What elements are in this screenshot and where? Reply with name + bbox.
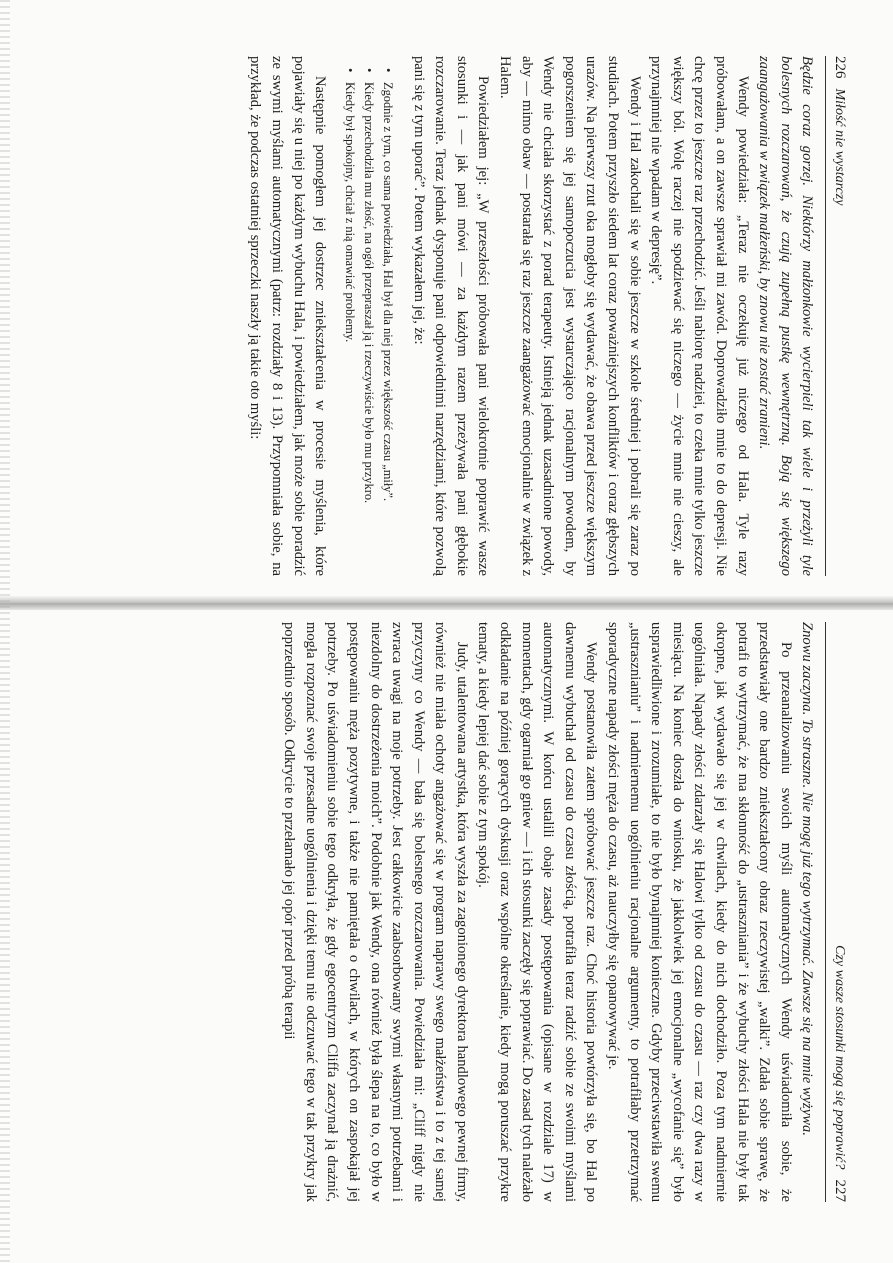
page-header	[825, 622, 850, 1202]
bullet-item: • Zgodnie z tym, co sama powiedziała, Hal był dla niej przez większość czasu „miły”.	[378, 70, 397, 576]
page-edge	[0, 0, 10, 1263]
running-head: Czy wasze stosunki mogą się poprawić?	[832, 945, 847, 1170]
paragraph: Po przeanalizowaniu swoich myśli automatycznych Wendy uświadomiła sobie, że przedstawiały one bardzo zniekształcony obraz rzeczywistej „walki”. Zdała sobie sprawę, że potrafi to wytrzymać, że ma skłonność do „ustraszniania” i że wybuchy złości Hala nie były tak okropne, jak wydawało się jej w chwilach, kiedy do nich dochodziło. Poza tym nadmiernie uogólniała. Napady złości zdarzały się Halowi tylko od czasu do czasu — raz czy dwa razy w miesiącu. Na koniec doszła do wniosku, że jakkolwiek jej emocjonalne „wycofanie się” było usprawiedliwione i zrozumiałe, to nie było bynajmniej konieczne. Gdyby przeciwstawiła swemu „ustrasznianiu” i nadmiernemu uogólnieniu racjonalne argumenty, to potrafiłaby przetrzymać sporadyczne napady złości męża do czasu, aż nauczyłby się opanowywać je.	[605, 622, 794, 1202]
left-page	[40, 56, 850, 576]
page-number: 226	[832, 56, 848, 79]
bullet-list	[340, 70, 397, 576]
paragraph: Powiedziałem jej: „W przeszłości próbowała pani wielokrotnie poprawić wasze stosunki i — jak pani mówi — za każdym razem przeżywała pani głębokie rozczarowanie. Teraz jednak dysponuje pani odpowiednimi narzędziami, które pozwolą pani się z tym uporać”. Potem wykazałem jej, że:	[410, 56, 492, 576]
paragraph: Będzie coraz gorzej. Niektórzy małżonkowie wycierpieli tak wiele i przeżyli tyle bolesnych rozczarowań, że czują zupełną pustkę wewnętrzną. Boją się większego zaangażowania w związek małżeński, by znowu nie zostać zranieni.	[756, 56, 816, 576]
paragraph: Wendy i Hal zakochali się w sobie jeszcze w szkole średniej i pobrali się zaraz po studiach. Potem przyszło siedem lat coraz poważniejszych konfliktów i coraz głębszych urazów. Na pierwszy rzut oka mogłoby się wydawać, że obawa przed jeszcze większym pogorszeniem się jej samopoczucia jest wystarczająco racjonalnym powodem, by Wendy nie chciała skorzystać z porad terapeuty. Istnieją jednak uzasadnione powody, aby — mimo obaw — postarała się raz jeszcze zaangażować emocjonalnie w związek z Halem.	[497, 56, 643, 576]
paragraph: Wendy postanowiła zatem spróbować jeszcze raz. Choć historia powtórzyła się, bo Hal po dawnemu wybuchał od czasu do czasu złością, potrafiła teraz radzić sobie ze swoimi myślami automatycznymi. W końcu ustalili obaje zasady postępowania (opisane w rozdziale 17) w momentach, gdy ogarniał go gniew — i ich stosunki zaczęły się poprawiać. Do zasad tych należało odkładanie na później gorących dyskusji oraz wspólne określanie, kiedy mogą poruszać przykre tematy, a kiedy lepiej dać sobie z tym spokój.	[475, 622, 600, 1202]
bullet-item: • Kiedy przechodziła mu złość, na ogół przepraszał ją i rzeczywiście było mu przykro.	[359, 70, 378, 576]
right-page	[30, 622, 850, 1202]
page-number: 227	[832, 1179, 848, 1202]
book-fold	[0, 596, 893, 610]
paragraph: Znowu zaczyna. To straszne. Nie mogę już tego wytrzymać. Zawsze się na mnie wyżywa.	[799, 622, 816, 1136]
bullet-item: • Kiedy był spokojny, chciał z nią omawiać problemy.	[340, 70, 359, 576]
page-header	[825, 56, 850, 576]
running-head: Miłość nie wystarczy	[832, 88, 847, 206]
paragraph: Wendy powiedziała: „Teraz nie oczekuję już niczego od Hala. Tyle razy próbowałam, a on zawsze sprawiał mi zawód. Doprowadziło mnie to do depresji. Nie chcę przez to jeszcze raz przechodzić. Jeśli nabiorę nadziei, to czeka mnie tylko jeszcze większy ból. Wolę raczej nie spodziewać się niczego — życie mnie nie cieszy, ale przynajmniej nie wpadam w depresję”.	[648, 56, 751, 576]
paragraph: Judy, utalentowana artystka, która wyszła za zagonionego dyrektora handlowego pewnej firmy, również nie miała ochoty angażować się w program naprawy swego małżeństwa i to z tej samej przyczyny co Wendy — bała się bolesnego rozczarowania. Powiedziała mi: „Cliff nigdy nie zwraca uwagi na moje potrzeby. Jest całkowicie zaabsorbowany swymi własnymi potrzebami i niezdolny do dostrzeżenia moich”. Podobnie jak Wendy, ona również była ślepa na to, co było w postępowaniu męża pozytywne, i także nie pamiętała o chwilach, w których on zaspokajał jej potrzeby. Po uświadomieniu sobie tego odkryła, że gdy egocentryzm Cliffa zaczynał ją drażnić, mogła rozpoznać swoje przesadne uogólnienia i dzięki temu nie odczuwać tego w tak przykry jak poprzednio sposób. Odkrycie to przełamało jej opór przed próbą terapii	[281, 622, 470, 1202]
paragraph: Następnie pomogłem jej dostrzec zniekształcenia w procesie myślenia, które pojawiały się u niej po każdym wybuchu Hala, i powiedziałem, jak może sobie poradzić ze swymi myślami automatycznymi (patrz: rozdziały 8 i 13). Przypomniała sobie, na przykład, że podczas ostatniej sprzeczki naszły ją takie oto myśli:	[247, 56, 329, 576]
